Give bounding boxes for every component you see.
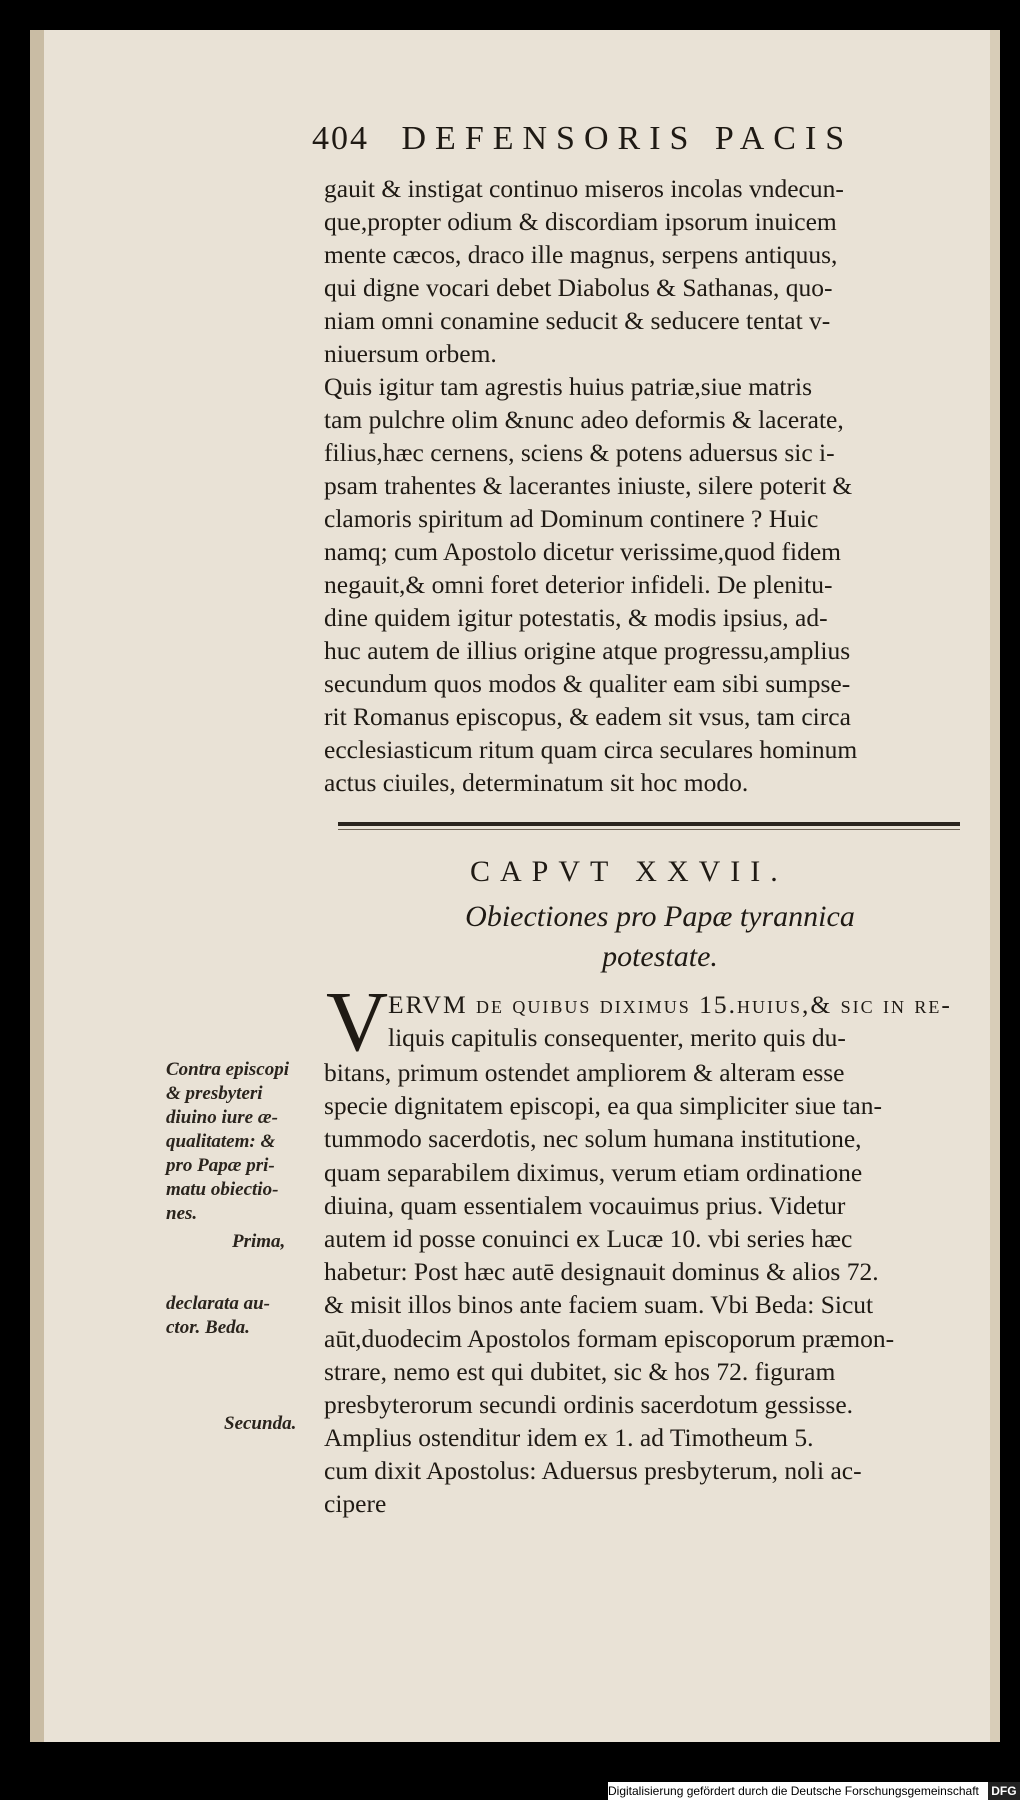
text-line: autem id posse conuinci ex Lucæ 10. vbi series hæc — [324, 1223, 853, 1253]
marginal-line: Secunda. — [224, 1413, 297, 1434]
marginal-line: pro Papæ pri- — [166, 1155, 275, 1176]
marginal-prima — [232, 1230, 386, 1254]
text-line: aūt,duodecim Apostolos formam episcoporum præmon- — [324, 1323, 895, 1353]
marginal-line: diuino iure æ- — [166, 1107, 278, 1128]
marginal-note-2 — [166, 1292, 320, 1340]
text-line: mente cæcos, draco ille magnus, serpens antiquus, — [324, 240, 838, 269]
text-line: cipere — [324, 1489, 387, 1519]
marginal-note-1 — [166, 1058, 320, 1226]
text-line: namq; cum Apostolo dicetur verissime,quod fidem — [324, 537, 841, 566]
footer-text: Digitalisierung gefördert durch die Deutsche Forschungsgemeinschaft — [608, 1784, 979, 1798]
running-header — [312, 120, 932, 158]
dfg-logo: DFG — [988, 1782, 1019, 1800]
marginal-line: nes. — [166, 1203, 198, 1224]
text-line: ecclesiasticum ritum quam circa seculares hominum — [324, 735, 858, 764]
marginal-line: Contra episcopi — [166, 1059, 289, 1080]
text-line: tam pulchre olim &nunc adeo deformis & lacerate, — [324, 405, 844, 434]
top-text-block — [324, 172, 964, 799]
text-line: cum dixit Apostolus: Aduersus presbyterum, noli ac- — [324, 1456, 862, 1486]
text-line: niam omni conamine seducit & seducere tentat v- — [324, 306, 831, 335]
text-line: qui digne vocari debet Diabolus & Sathanas, quo- — [324, 273, 833, 302]
marginal-line: declarata au- — [166, 1293, 270, 1314]
text-line: filius,hæc cernens, sciens & potens aduersus sic i- — [324, 438, 835, 467]
chapter-subtitle-line2: potestate. — [602, 940, 718, 973]
page-number: 404 — [312, 120, 369, 157]
text-line: quam separabilem diximus, verum etiam ordinatione — [324, 1157, 863, 1187]
text-line: actus ciuiles, determinatum sit hoc modo. — [324, 768, 749, 797]
text-line: niuersum orbem. — [324, 339, 497, 368]
text-line: presbyterorum secundi ordinis sacerdotum gessisse. — [324, 1389, 854, 1419]
text-line: dine quidem igitur potestatis, & modis ipsius, ad- — [324, 603, 828, 632]
text-line: liquis capitulis consequenter, merito quis du- — [388, 1023, 846, 1052]
marginal-secunda — [224, 1412, 378, 1436]
marginal-line: & presbyteri — [166, 1083, 263, 1104]
chapter-divider — [338, 822, 960, 826]
digitization-footer — [608, 1782, 1017, 1800]
text-line: & misit illos binos ante faciem suam. Vbi Beda: Sicut — [324, 1290, 874, 1320]
text-line: habetur: Post hæc autē designauit dominus & alios 72. — [324, 1257, 879, 1287]
text-line: huc autem de illius origine atque progressu,amplius — [324, 636, 851, 665]
page-edge-right — [990, 30, 1000, 1742]
running-title: DEFENSORIS PACIS — [401, 120, 854, 157]
text-line: bitans, primum ostendet ampliorem & alteram esse — [324, 1058, 845, 1087]
text-line: secundum quos modos & qualiter eam sibi sumpse- — [324, 669, 851, 698]
marginal-line: ctor. Beda. — [166, 1317, 250, 1338]
text-line: gauit & instigat continuo miseros incolas vndecun- — [324, 174, 844, 203]
text-line: negauit,& omni foret deterior infideli. De plenitu- — [324, 570, 833, 599]
marginal-line: matu obiectio- — [166, 1179, 279, 1200]
drop-cap: V — [326, 973, 389, 1069]
text-line: specie dignitatem episcopi, ea qua simpliciter siue tan- — [324, 1091, 882, 1121]
text-line: tummodo sacerdotis, nec solum humana institutione, — [324, 1124, 862, 1154]
text-line: rit Romanus episcopus, & eadem sit vsus, tam circa — [324, 702, 851, 731]
marginal-line: Prima, — [232, 1231, 286, 1252]
text-line: que,propter odium & discordiam ipsorum inuicem — [324, 207, 837, 236]
text-line: diuina, quam essentialem vocauimus prius. Videtur — [324, 1190, 846, 1220]
text-line: ERVM de quibus diximus 15.huius,& sic in re- — [388, 990, 952, 1019]
chapter-first-lines — [388, 988, 968, 1054]
text-line: Quis igitur tam agrestis huius patriæ,siue matris — [324, 372, 812, 401]
text-line: strare, nemo est qui dubitet, sic & hos 72. figuram — [324, 1356, 836, 1386]
marginal-line: qualitatem: & — [166, 1131, 276, 1152]
text-line: Amplius ostenditur idem ex 1. ad Timotheum 5. — [324, 1423, 814, 1453]
chapter-title: CAPVT XXVII. — [470, 855, 788, 888]
bottom-text-block — [324, 1056, 964, 1521]
chapter-divider-thin — [338, 829, 960, 830]
text-line: clamoris spiritum ad Dominum continere ? Huic — [324, 504, 819, 533]
text-line: psam trahentes & lacerantes iniuste, silere poterit & — [324, 471, 853, 500]
page-edge-left — [30, 30, 44, 1742]
chapter-subtitle-line1: Obiectiones pro Papæ tyrannica — [465, 900, 855, 933]
